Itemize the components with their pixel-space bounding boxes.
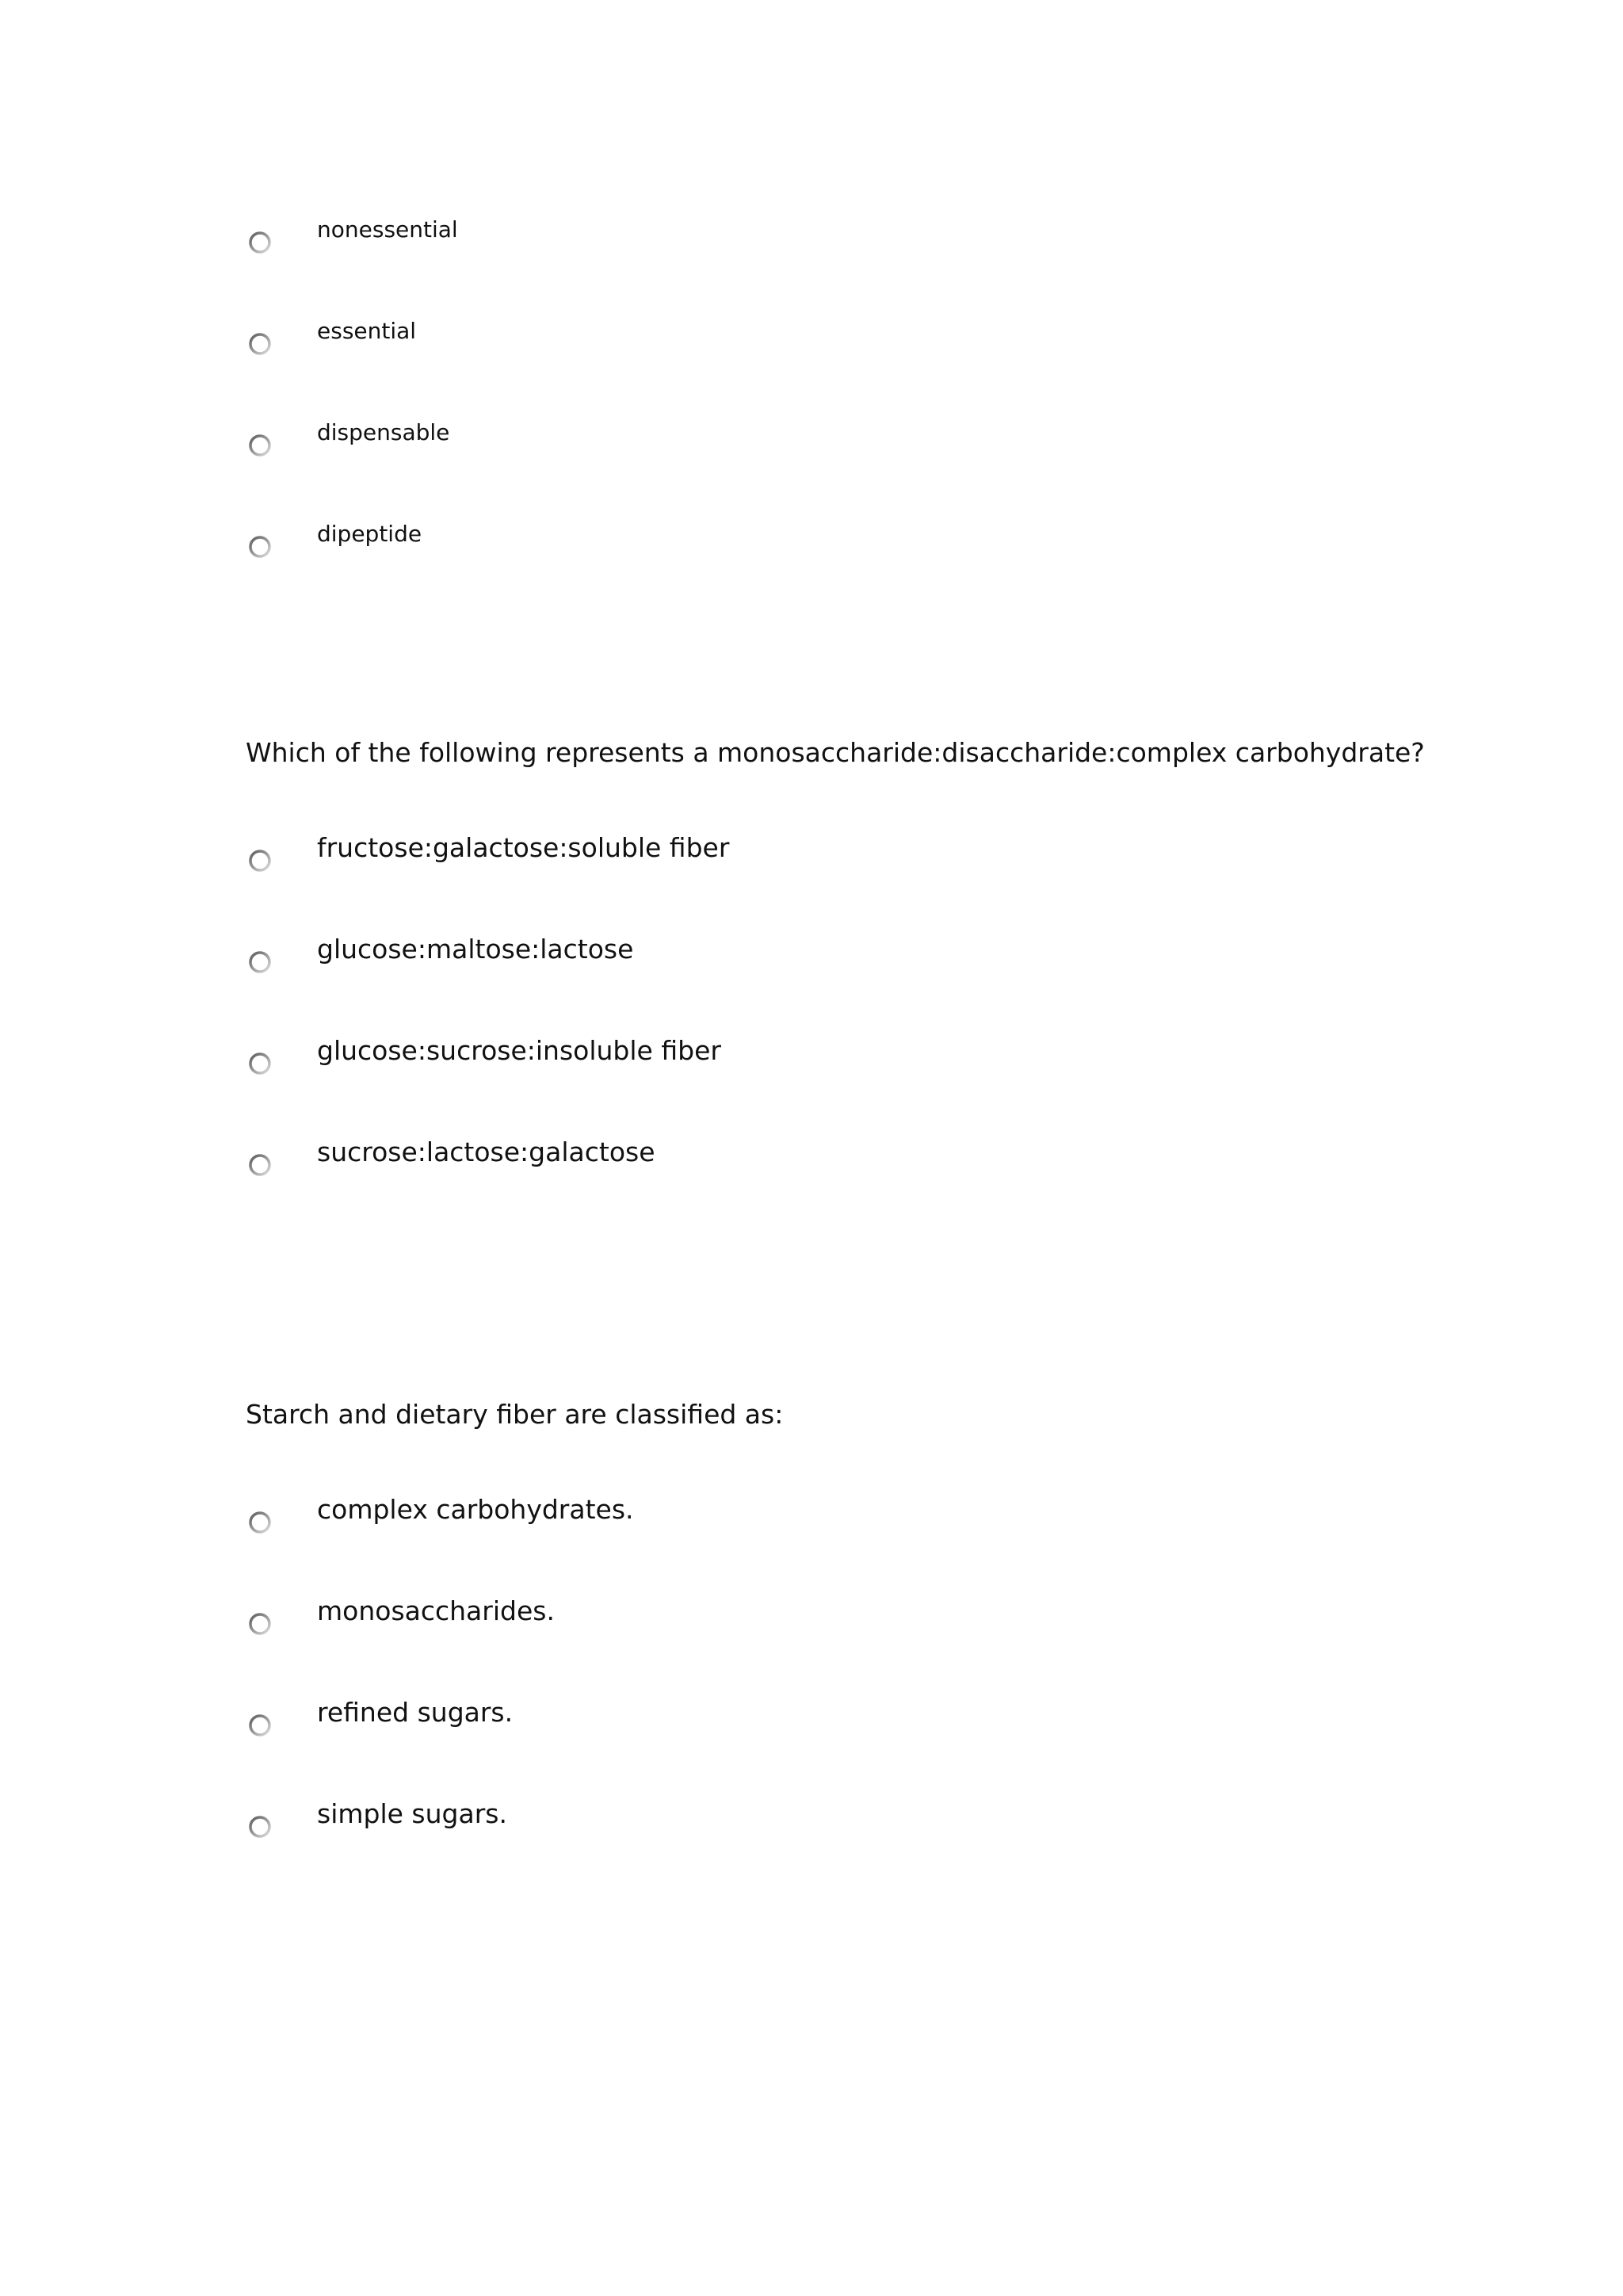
answer-option[interactable] <box>246 934 1434 1035</box>
answer-option[interactable] <box>246 214 1434 315</box>
radio-button-unselected-icon[interactable] <box>249 951 271 973</box>
question-2-text: Which of the following represents a monosaccharide:disaccharide:complex carbohydrate? <box>246 737 1425 768</box>
radio-button-unselected-icon[interactable] <box>249 536 271 558</box>
answer-label: sucrose:lactose:galactose <box>317 1137 655 1167</box>
radio-button-unselected-icon[interactable] <box>249 1714 271 1736</box>
answer-option[interactable] <box>246 1035 1434 1137</box>
radio-button-unselected-icon[interactable] <box>249 1816 271 1838</box>
radio-button-unselected-icon[interactable] <box>249 231 271 254</box>
answer-label: refined sugars. <box>317 1697 514 1728</box>
radio-button-unselected-icon[interactable] <box>249 850 271 872</box>
answer-label: dispensable <box>317 419 450 445</box>
answer-label: glucose:sucrose:insoluble fiber <box>317 1035 721 1066</box>
answer-label: simple sugars. <box>317 1798 507 1829</box>
radio-button-unselected-icon[interactable] <box>249 434 271 457</box>
answer-option[interactable] <box>246 1494 1434 1595</box>
answer-option[interactable] <box>246 518 1434 620</box>
question-3 <box>246 1494 1434 1900</box>
radio-button-unselected-icon[interactable] <box>249 333 271 355</box>
answer-option[interactable] <box>246 417 1434 518</box>
answer-label: complex carbohydrates. <box>317 1494 634 1525</box>
answer-option[interactable] <box>246 1137 1434 1238</box>
answer-label: fructose:galactose:soluble fiber <box>317 832 730 863</box>
answer-label: dipeptide <box>317 521 422 547</box>
radio-button-unselected-icon[interactable] <box>249 1052 271 1075</box>
answer-label: glucose:maltose:lactose <box>317 934 634 965</box>
answer-label: essential <box>317 318 417 344</box>
question-2 <box>246 832 1434 1238</box>
answer-option[interactable] <box>246 1798 1434 1900</box>
radio-button-unselected-icon[interactable] <box>249 1154 271 1176</box>
answer-option[interactable] <box>246 1697 1434 1798</box>
radio-button-unselected-icon[interactable] <box>249 1511 271 1534</box>
radio-button-unselected-icon[interactable] <box>249 1613 271 1635</box>
answer-option[interactable] <box>246 832 1434 934</box>
answer-label: monosaccharides. <box>317 1595 555 1626</box>
question-1 <box>246 214 1434 620</box>
answer-option[interactable] <box>246 315 1434 417</box>
answer-label: nonessential <box>317 216 458 243</box>
answer-option[interactable] <box>246 1595 1434 1697</box>
question-3-text: Starch and dietary fiber are classified as: <box>246 1399 784 1430</box>
